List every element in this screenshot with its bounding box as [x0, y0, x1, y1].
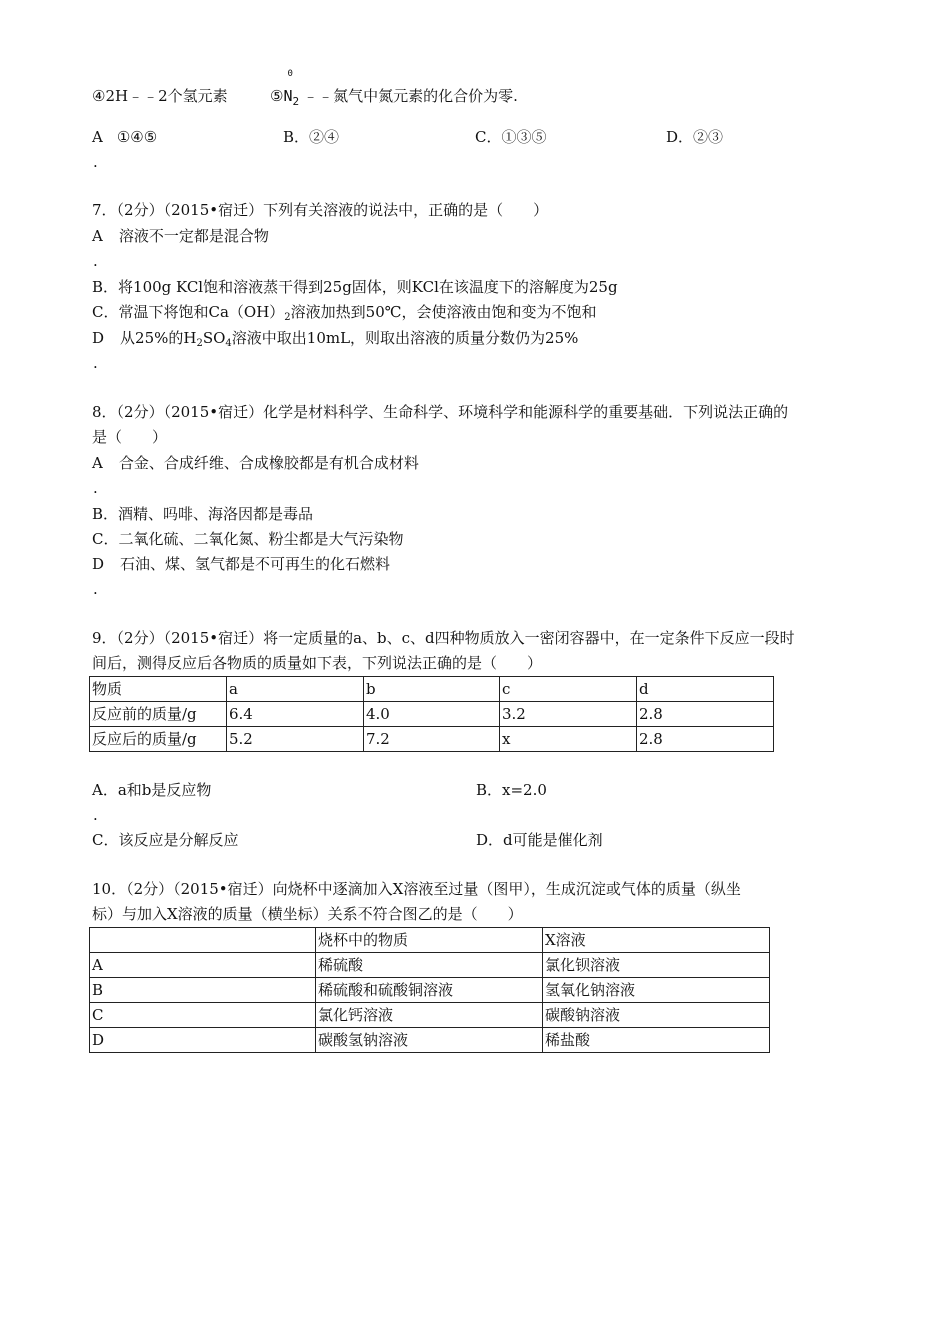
table-row	[90, 978, 770, 1003]
option-text: 石油、煤、氢气都是不可再生的化石燃料	[120, 555, 391, 573]
q10-stem-line1: 10．（2分）（2015•宿迁）向烧杯中逐滴加入X溶液至过量（图甲），生成沉淀或气体的质量（纵坐	[92, 880, 741, 898]
table-row	[90, 1003, 770, 1028]
option-text: 二氧化硫、二氧化氮、粉尘都是大气污染物	[118, 530, 404, 548]
table-row	[90, 1028, 770, 1053]
table-cell: 5.2	[227, 727, 364, 752]
q7-stem: 7．（2分）（2015•宿迁）下列有关溶液的说法中，正确的是（ ）	[92, 201, 549, 219]
q6-item5-prefix: ⑤	[270, 87, 284, 105]
q8-option-d[interactable]	[92, 557, 390, 572]
option-dot: .	[93, 252, 98, 270]
table-cell: B	[90, 978, 316, 1003]
table-cell: 稀硫酸和硫酸铜溶液	[316, 978, 543, 1003]
q8-option-a[interactable]	[92, 456, 419, 471]
q9-stem-line2: 间后，测得反应后各物质的质量如下表，下列说法正确的是（ ）	[92, 654, 543, 672]
option-text: ②③	[693, 128, 724, 146]
q9-stem-line1: 9．（2分）（2015•宿迁）将一定质量的a、b、c、d四种物质放入一密闭容器中，在一定条件下反应一段时	[92, 629, 795, 647]
option-text-a: 常温下将饱和Ca（OH）	[118, 303, 285, 321]
option-dot: .	[93, 806, 98, 824]
table-header-row	[90, 928, 770, 953]
option-text-b: SO	[202, 329, 226, 347]
table-cell: D	[90, 1028, 316, 1053]
q6-option-b[interactable]	[283, 130, 339, 145]
table-cell: 氯化钙溶液	[316, 1003, 543, 1028]
option-dot: .	[93, 354, 98, 372]
option-dot: .	[93, 580, 98, 598]
option-text: ②④	[309, 128, 340, 146]
subscript: 2	[284, 312, 291, 323]
option-text: ①③⑤	[501, 128, 547, 146]
table-cell: 反应后的质量/g	[90, 727, 227, 752]
table-cell: 反应前的质量/g	[90, 702, 227, 727]
q9-option-b[interactable]	[476, 783, 547, 798]
q9-option-a[interactable]	[92, 783, 211, 798]
q6-item-5	[270, 69, 518, 108]
q7-option-d[interactable]	[92, 329, 579, 349]
q8-option-b[interactable]	[92, 507, 313, 522]
option-text-c: 溶液中取出10mL，则取出溶液的质量分数仍为25%	[231, 329, 579, 347]
q6-option-c[interactable]	[475, 130, 547, 145]
table-cell: 物质	[90, 677, 227, 702]
option-letter: D．	[666, 128, 694, 146]
table-header-row	[90, 677, 774, 702]
q8-option-c[interactable]	[92, 532, 404, 547]
q6-item-4: ④2H﹣﹣2个氢元素	[92, 87, 228, 105]
option-text: d可能是催化剂	[503, 831, 603, 849]
n2-symbol: N	[283, 87, 293, 105]
option-letter: A．	[92, 781, 118, 799]
option-letter: B．	[283, 128, 310, 146]
q9-option-c[interactable]	[92, 833, 239, 848]
table-cell: 3.2	[500, 702, 637, 727]
table-row	[90, 953, 770, 978]
option-letter: D	[92, 329, 105, 347]
table-cell: c	[500, 677, 637, 702]
q8-stem-line1: 8．（2分）（2015•宿迁）化学是材料科学、生命科学、环境科学和能源科学的重要基础．下列说法正确的	[92, 403, 789, 421]
table-cell: x	[500, 727, 637, 752]
table-cell: 2.8	[637, 702, 774, 727]
option-letter: D	[92, 555, 105, 573]
subscript: 2	[196, 338, 203, 349]
table-cell: 氢氧化钠溶液	[543, 978, 770, 1003]
table-cell: 碳酸氢钠溶液	[316, 1028, 543, 1053]
table-cell: d	[637, 677, 774, 702]
table-cell: C	[90, 1003, 316, 1028]
option-text: 酒精、吗啡、海洛因都是毒品	[118, 505, 314, 523]
option-text: 将100g KCl饱和溶液蒸干得到25g固体，则KCl在该温度下的溶解度为25g	[118, 278, 618, 296]
table-cell: 碳酸钠溶液	[543, 1003, 770, 1028]
option-text: 溶液不一定都是混合物	[118, 227, 269, 245]
table-cell: 氯化钡溶液	[543, 953, 770, 978]
option-letter: A	[92, 227, 103, 245]
q6-item5-text: ﹣﹣氮气中氮元素的化合价为零.	[303, 87, 518, 105]
valence-zero: 0	[287, 69, 293, 79]
q9-option-d[interactable]	[476, 833, 603, 848]
q10-substance-table	[89, 927, 770, 1053]
table-cell: A	[90, 953, 316, 978]
q7-option-a[interactable]	[92, 229, 269, 244]
q8-stem-line2: 是（ ）	[92, 428, 168, 446]
table-row	[90, 702, 774, 727]
n2-formula	[283, 69, 300, 108]
table-cell: 6.4	[227, 702, 364, 727]
q7-option-b[interactable]	[92, 280, 618, 295]
option-dot: .	[93, 479, 98, 497]
option-text-a: 从25%的H	[120, 329, 197, 347]
table-cell: X溶液	[543, 928, 770, 953]
option-letter: C．	[92, 831, 119, 849]
n2-subscript: 2	[292, 95, 300, 108]
option-letter: C．	[475, 128, 502, 146]
option-text-b: 溶液加热到50℃，会使溶液由饱和变为不饱和	[290, 303, 597, 321]
table-cell: 2.8	[637, 727, 774, 752]
option-letter: C．	[92, 530, 119, 548]
option-text: a和b是反应物	[117, 781, 212, 799]
q9-mass-table	[89, 676, 774, 752]
table-cell: 4.0	[364, 702, 500, 727]
table-cell	[90, 928, 316, 953]
table-cell: 稀盐酸	[543, 1028, 770, 1053]
option-letter: A	[92, 454, 103, 472]
option-letter: C．	[92, 303, 119, 321]
option-text: 该反应是分解反应	[118, 831, 239, 849]
option-letter: B．	[92, 505, 119, 523]
table-cell: 稀硫酸	[316, 953, 543, 978]
option-text: x=2.0	[502, 781, 547, 799]
q10-stem-line2: 标）与加入X溶液的质量（横坐标）关系不符合图乙的是（ ）	[92, 905, 523, 923]
option-letter: D．	[476, 831, 504, 849]
q7-option-c[interactable]	[92, 303, 597, 323]
option-text: ①④⑤	[116, 128, 158, 146]
table-cell: b	[364, 677, 500, 702]
table-cell: a	[227, 677, 364, 702]
option-dot: .	[93, 153, 98, 171]
option-letter: A	[92, 128, 103, 146]
table-cell: 7.2	[364, 727, 500, 752]
table-row	[90, 727, 774, 752]
q6-option-d[interactable]	[666, 130, 723, 145]
table-cell: 烧杯中的物质	[316, 928, 543, 953]
option-text: 合金、合成纤维、合成橡胶都是有机合成材料	[118, 454, 419, 472]
option-letter: B．	[476, 781, 503, 799]
subscript: 4	[225, 338, 232, 349]
option-letter: B．	[92, 278, 119, 296]
q6-option-a[interactable]	[92, 130, 157, 145]
